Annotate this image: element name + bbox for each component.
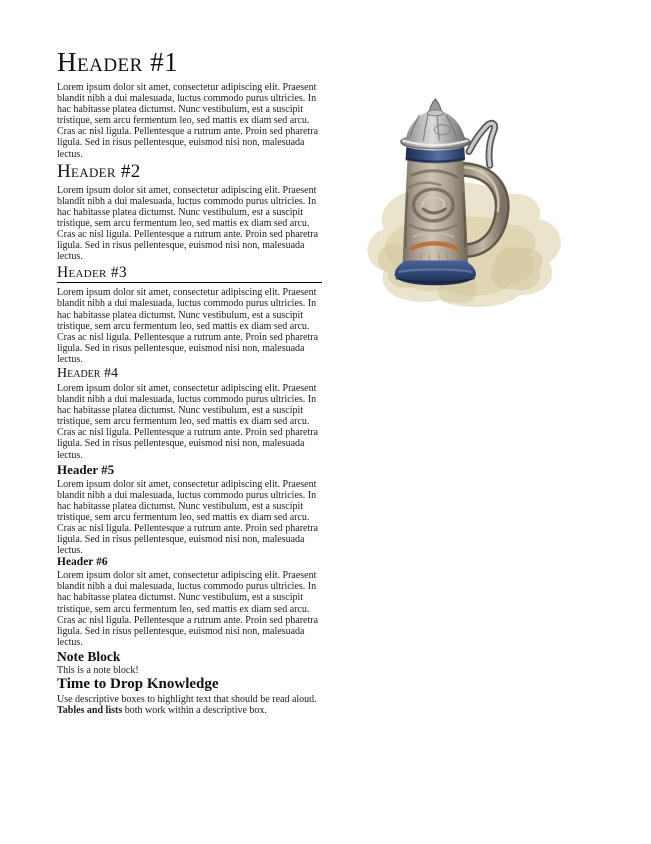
knowledge-line2-bold: Tables and lists (57, 705, 123, 717)
paragraph-1: Lorem ipsum dolor sit amet, consectetur adipiscing elit. Praesent blandit nibh a dui malesuada, luctus commodo purus ultricies. In hac habitasse platea dictumst. Nunc vestibulum, est a suscipit tristique, sem arcu fermentum leo, sed mattis ex diam sed arcu. Cras ac nisl ligula. Pellentesque a rutrum ante. Proin sed pharetra ligula. Sed in risus pellentesque, euismod nisi non, malesuada lectus. (57, 82, 319, 160)
heading-3: Header #3 (57, 264, 322, 283)
heading-2: Header #2 (57, 160, 141, 182)
knowledge-body: Use descriptive boxes to highlight text that should be read aloud. (57, 694, 317, 706)
base-foot (395, 261, 476, 286)
beer-stein-svg (345, 98, 595, 316)
paragraph-6: Lorem ipsum dolor sit amet, consectetur adipiscing elit. Praesent blandit nibh a dui malesuada, luctus commodo purus ultricies. In hac habitasse platea dictumst. Nunc vestibulum, est a suscipit tristique, sem arcu fermentum leo, sed mattis ex diam sed arcu. Cras ac nisl ligula. Pellentesque a rutrum ante. Proin sed pharetra ligula. Sed in risus pellentesque, euismod nisi non, malesuada lectus. (57, 570, 319, 648)
lid-finial (427, 99, 443, 116)
stein-illustration (345, 98, 595, 316)
paragraph-5: Lorem ipsum dolor sit amet, consectetur adipiscing elit. Praesent blandit nibh a dui malesuada, luctus commodo purus ultricies. In hac habitasse platea dictumst. Nunc vestibulum, est a suscipit tristique, sem arcu fermentum leo, sed mattis ex diam sed arcu. Cras ac nisl ligula. Pellentesque a rutrum ante. Proin sed pharetra ligula. Sed in risus pellentesque, euismod nisi non, malesuada lectus. (57, 478, 319, 557)
knowledge-title: Time to Drop Knowledge (57, 676, 219, 693)
heading-5: Header #5 (57, 461, 115, 477)
knowledge-line2-rest: both work within a descriptive box. (122, 705, 267, 717)
heading-6: Header #6 (57, 556, 108, 569)
paragraph-3: Lorem ipsum dolor sit amet, consectetur adipiscing elit. Praesent blandit nibh a dui malesuada, luctus commodo purus ultricies. In hac habitasse platea dictumst. Nunc vestibulum, est a suscipit tristique, sem arcu fermentum leo, sed mattis ex diam sed arcu. Cras ac nisl ligula. Pellentesque a rutrum ante. Proin sed pharetra ligula. Sed in risus pellentesque, euismod nisi non, malesuada lectus. (57, 287, 319, 365)
heading-4: Header #4 (57, 365, 118, 381)
knowledge-line2 (57, 705, 322, 716)
note-block-title: Note Block (57, 648, 121, 664)
note-block-body: This is a note block! (57, 664, 139, 676)
paragraph-4: Lorem ipsum dolor sit amet, consectetur adipiscing elit. Praesent blandit nibh a dui malesuada, luctus commodo purus ultricies. In hac habitasse platea dictumst. Nunc vestibulum, est a suscipit tristique, sem arcu fermentum leo, sed mattis ex diam sed arcu. Cras ac nisl ligula. Pellentesque a rutrum ante. Proin sed pharetra ligula. Sed in risus pellentesque, euismod nisi non, malesuada lectus. (57, 382, 319, 461)
lid-dome (406, 112, 465, 143)
thumblift (469, 123, 495, 165)
heading-1: Header #1 (57, 47, 179, 77)
paragraph-2: Lorem ipsum dolor sit amet, consectetur adipiscing elit. Praesent blandit nibh a dui malesuada, luctus commodo purus ultricies. In hac habitasse platea dictumst. Nunc vestibulum, est a suscipit tristique, sem arcu fermentum leo, sed mattis ex diam sed arcu. Cras ac nisl ligula. Pellentesque a rutrum ante. Proin sed pharetra ligula. Sed in risus pellentesque, euismod nisi non, malesuada lectus. (57, 184, 319, 263)
text-column (57, 44, 322, 716)
